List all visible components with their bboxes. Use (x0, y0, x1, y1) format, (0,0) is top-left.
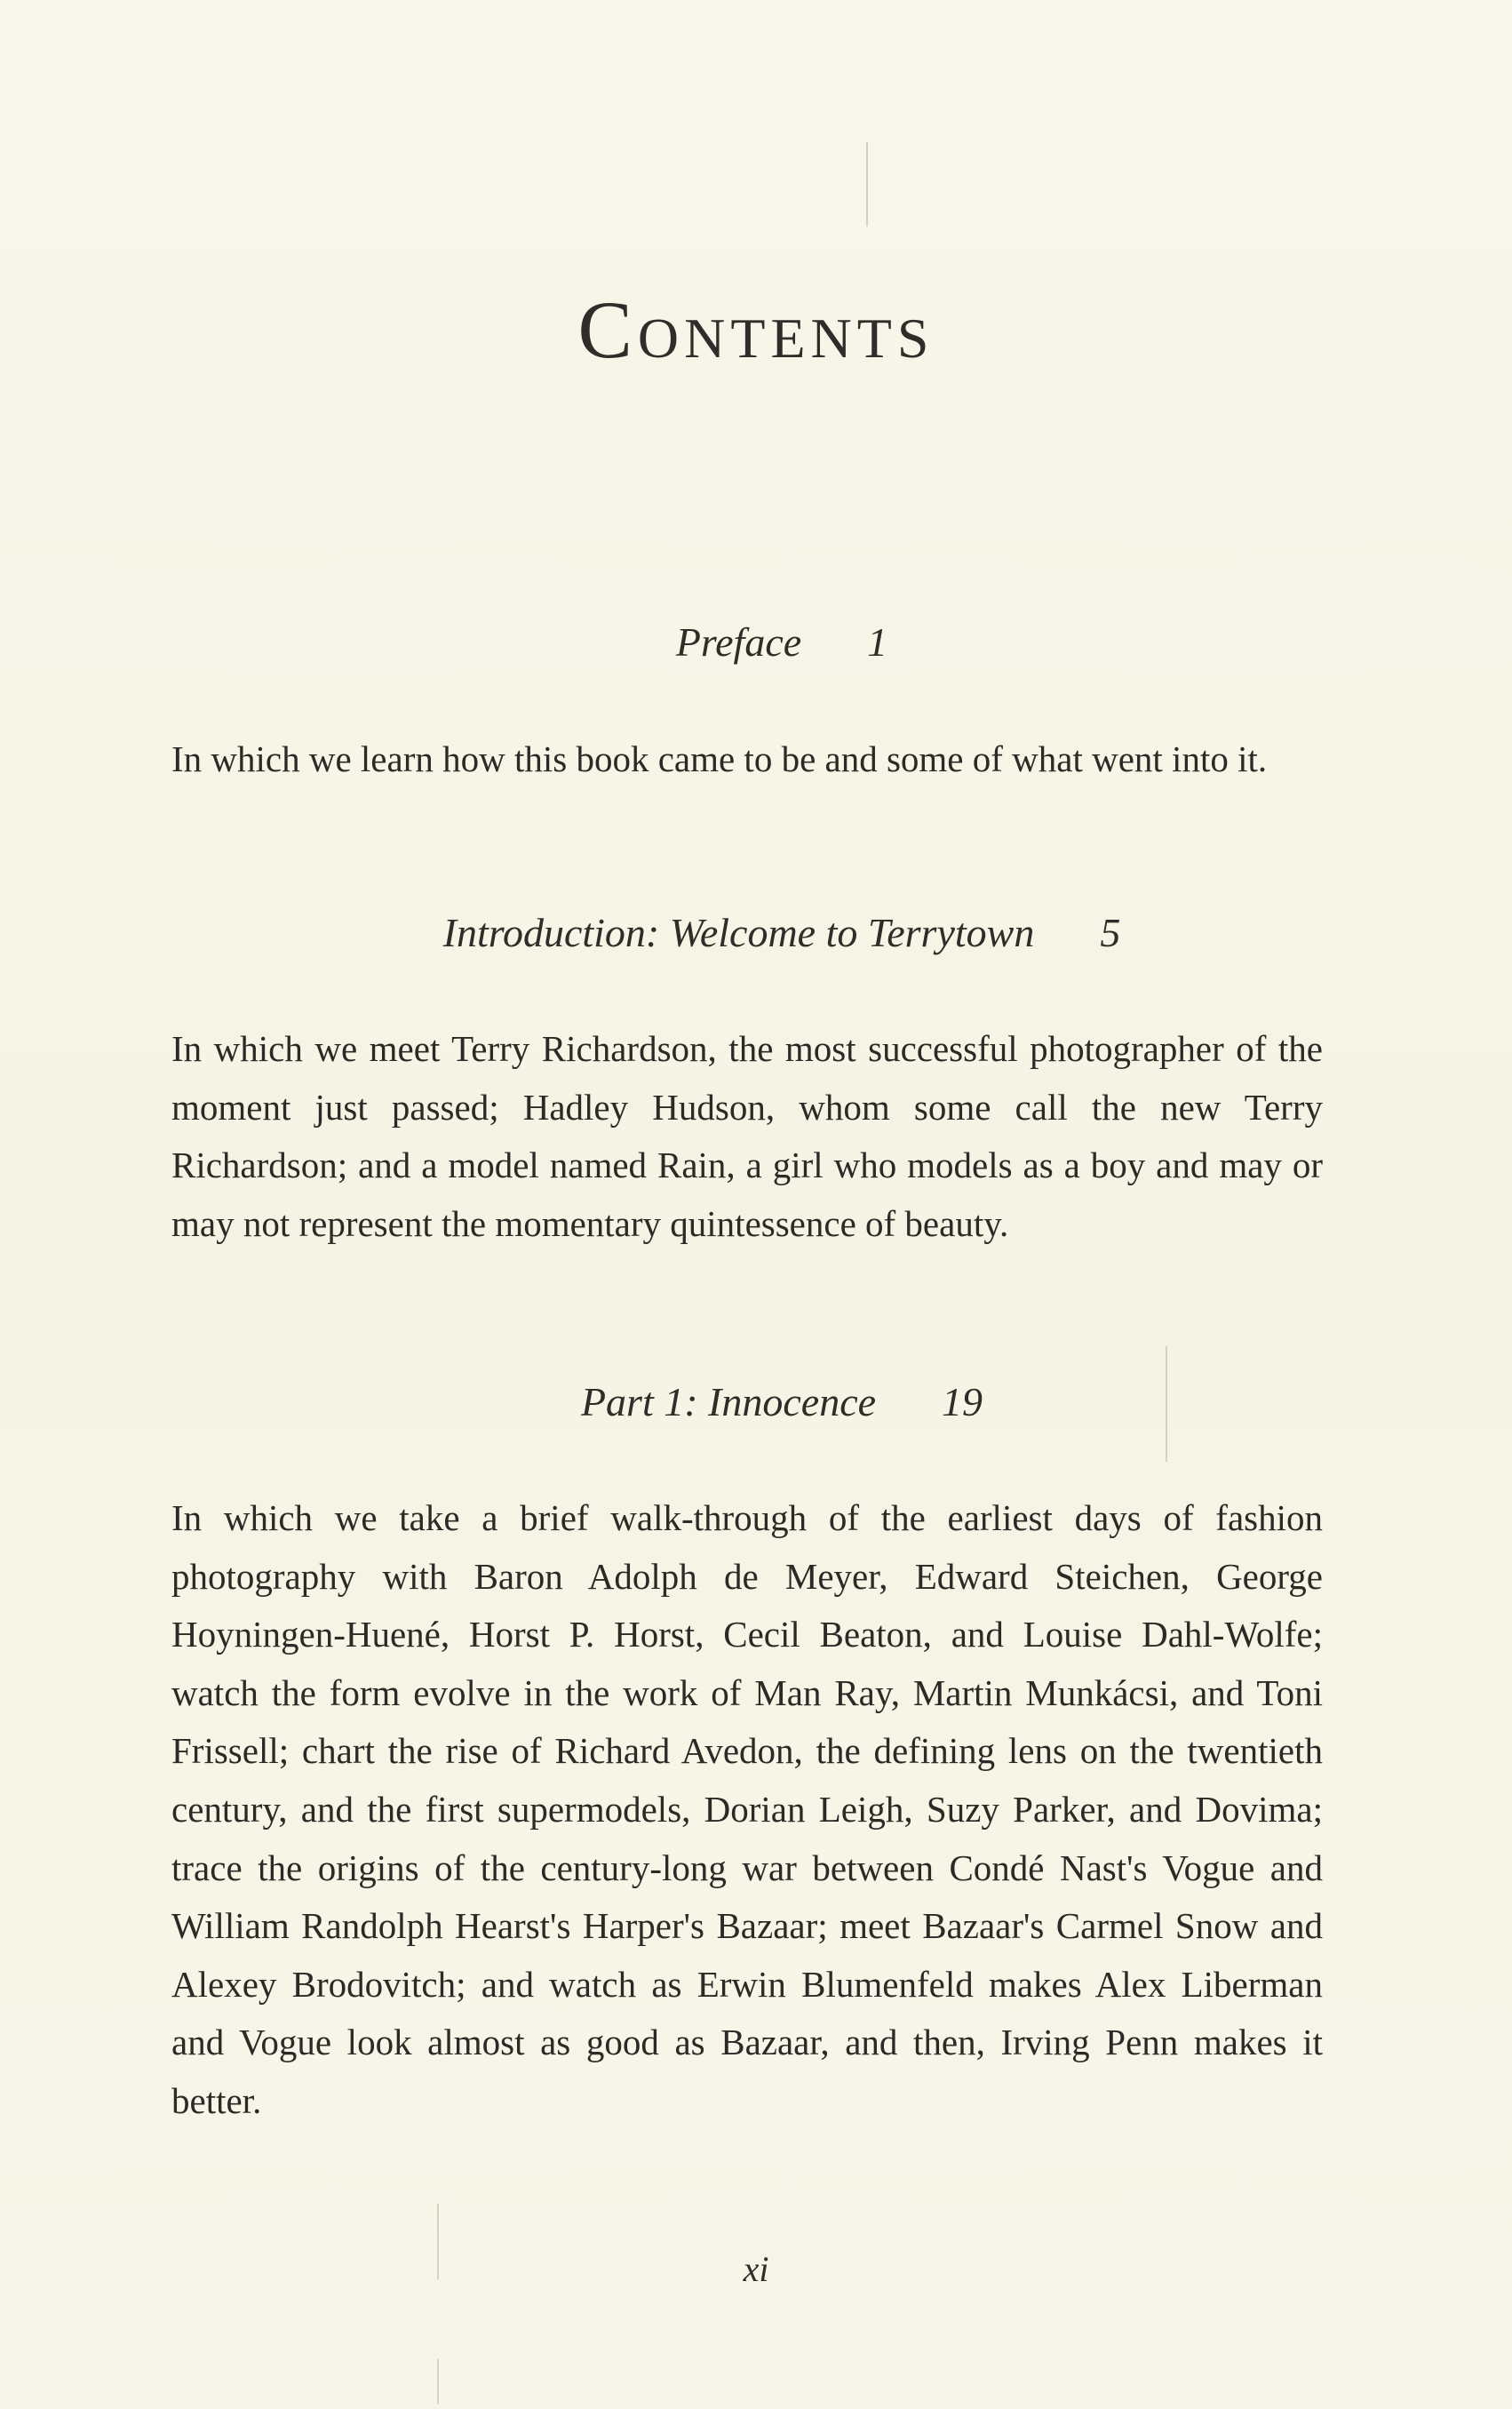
toc-entry-page-number: 5 (1100, 910, 1121, 955)
paper-speck (437, 2359, 439, 2404)
toc-entry-description: In which we meet Terry Richardson, the most successful photographer of the moment just passed; Hadley Hudson, whom some call the new Terry Richardson; and a model named Rain, a girl who models as a boy and may or may not represent the momentary quintessence of beauty. (171, 1028, 1323, 1244)
toc-entry-description: In which we learn how this book came to be and some of what went into it. (171, 738, 1268, 779)
paper-speck (866, 142, 868, 227)
toc-entry-page-number: 19 (942, 1379, 983, 1424)
toc-entry-name: Introduction: Welcome to Terrytown (442, 910, 1035, 955)
page-title: Contents (577, 284, 935, 375)
page-folio: xi (743, 2249, 769, 2289)
toc-entry-page-number: 1 (867, 619, 888, 665)
toc-entry-name: Preface (675, 619, 802, 665)
toc-entry-description: In which we take a brief walk-through of the earliest days of fashion photography with Baron Adolph de Meyer, Edward Steichen, George Hoyningen-Huené, Horst P. Horst, Cecil Beaton, and Louise Dahl-Wolfe; watch the form evolve in the work of Man Ray, Martin Munkácsi, and Toni Frissell; chart the rise of Richard Avedon, the defining lens on the twentieth century, and the first supermodels, Dorian Leigh, Suzy Parker, and Dovima; trace the origins of the century-long war between Condé Nast's Vogue and William Randolph Hearst's Harper's Bazaar; meet Bazaar's Carmel Snow and Alexey Brodovitch; and watch as Erwin Blumenfeld makes Alex Liberman and Vogue look almost as good as Bazaar, and then, Irving Penn makes it better. (171, 1497, 1323, 2121)
toc-entry-title-introduction (0, 910, 1512, 955)
toc-entry-title-part-1 (0, 1379, 1512, 1424)
toc-entry-name: Part 1: Innocence (580, 1379, 877, 1424)
toc-entry-title-preface (0, 619, 1512, 665)
